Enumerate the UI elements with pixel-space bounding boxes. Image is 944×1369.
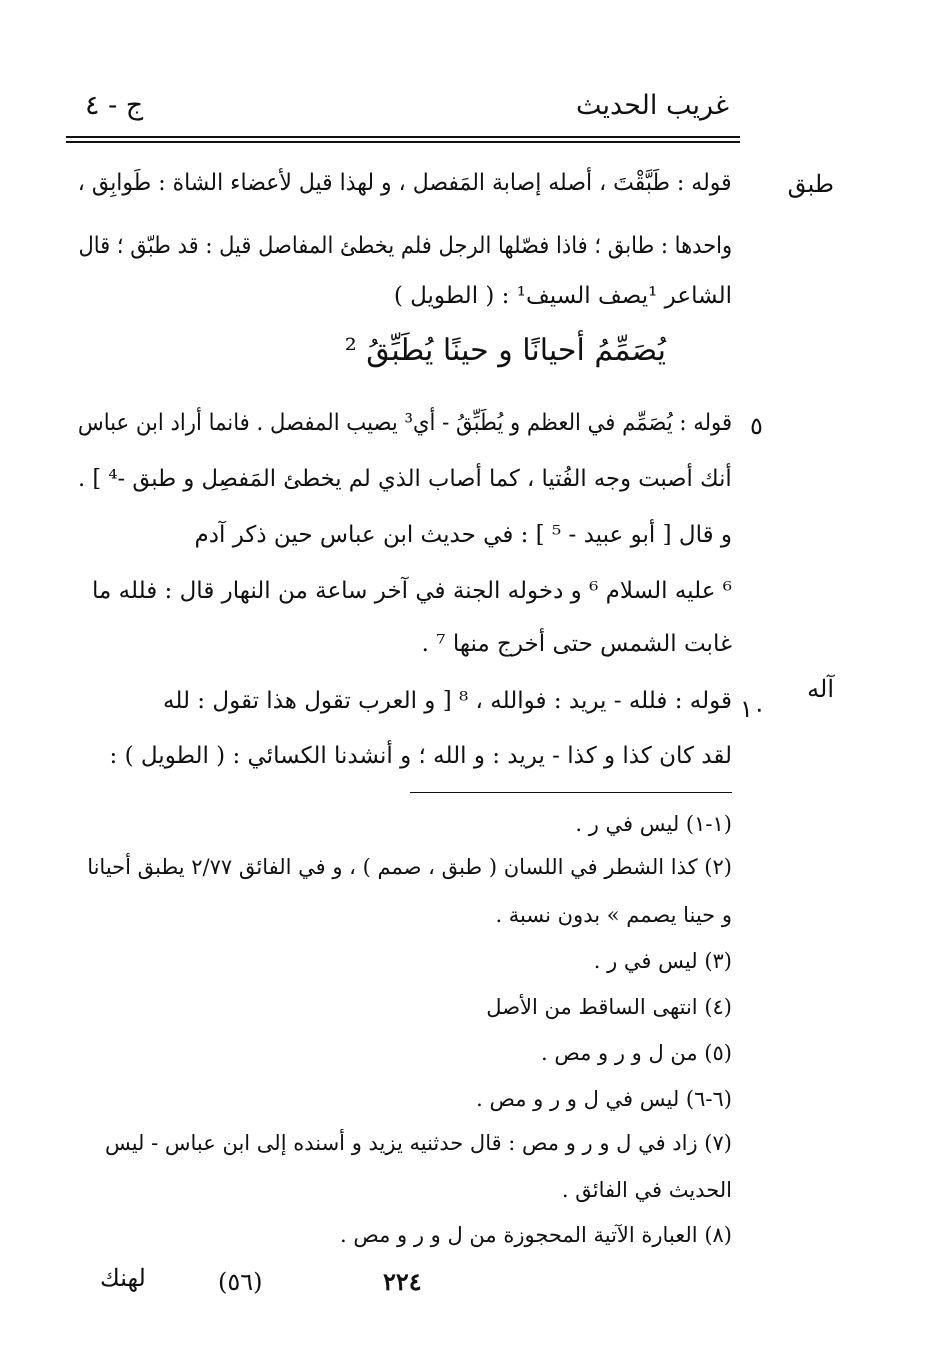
body-line-3: الشاعر ¹يصف السيف¹ : ( الطويل ) [393,283,732,309]
margin-word-tabaq: طبق [787,170,834,198]
header-rule-bottom [66,141,740,143]
body-line-6: أنك أصبت وجه الفُتيا ، كما أصاب الذي لم يخطئ المَفصِل و طبق -⁴ ] . [78,466,732,492]
header-rule-top [66,136,740,138]
library-mark: لهنك [100,1264,146,1292]
body-line-7: و قال [ أبو عبيد - ⁵ ] : في حديث ابن عباس حين ذكر آدم [194,522,732,548]
line-number-5: ٥ [750,412,763,440]
footnote-2: (٢) كذا الشطر في اللسان ( طبق ، صمم ) ، و في الفائق ٢/٧٧ يطبق أحيانا [87,855,732,879]
page-number: ٢٢٤ [383,1267,422,1296]
page-sequence: (٥٦) [218,1268,263,1296]
footnote-separator [410,792,732,793]
footnote-6: (٦-٦) ليس في ل و ر و مص . [476,1087,732,1111]
line-number-10: ١٠ [740,695,766,723]
footnote-8: (٨) العبارة الآتية المحجوزة من ل و ر و مص . [340,1223,732,1247]
volume-number: ج - ٤ [85,90,144,121]
verse-line: يُصَمِّمُ أحيانًا و حينًا يُطَبِّقُ ² [344,333,666,368]
footnote-2-cont: و حينا يصمم » بدون نسبة . [495,903,732,927]
body-line-8: ⁶ عليه السلام ⁶ و دخوله الجنة في آخر ساعة من النهار قال : فلله ما [92,578,732,604]
footnote-3: (٣) ليس في ر . [593,949,732,973]
running-title: غريب الحديث [576,90,729,121]
footnote-1: (١-١) ليس في ر . [575,812,732,836]
body-line-5: قوله : يُصَمِّم في العظم و يُطَبِّقُ - أي³ يصيب المفصل . فانما أراد ابن عباس [77,410,732,436]
body-line-2: واحدها : طابق ؛ فاذا فصّلها الرجل فلم يخطئ المفاصل قيل : قد طبّق ؛ قال [78,233,732,259]
footnote-7: (٧) زاد في ل و ر و مص : قال حدثنيه يزيد و أسنده إلى ابن عباس - ليس [104,1131,732,1155]
body-line-11: لقد كان كذا و كذا - يريد : و الله ؛ و أنشدنا الكسائي : ( الطويل ) : [109,743,732,769]
body-line-10: قوله : فلله - يريد : فوالله ، ⁸ [ و العرب تقول هذا تقول : لله [163,688,732,714]
margin-word-alah: آله [807,675,834,703]
footnote-5: (٥) من ل و ر و مص . [541,1041,732,1065]
footnote-7-cont: الحديث في الفائق . [561,1178,732,1202]
body-line-1: قوله : طَبَّقْتَ ، أصله إصابة المَفصل ، و لهذا قيل لأعضاء الشاة : طَوابِق ، [78,170,732,196]
body-line-9: غابت الشمس حتى أخرج منها ⁷ . [421,631,732,657]
footnote-4: (٤) انتهى الساقط من الأصل [486,995,732,1019]
